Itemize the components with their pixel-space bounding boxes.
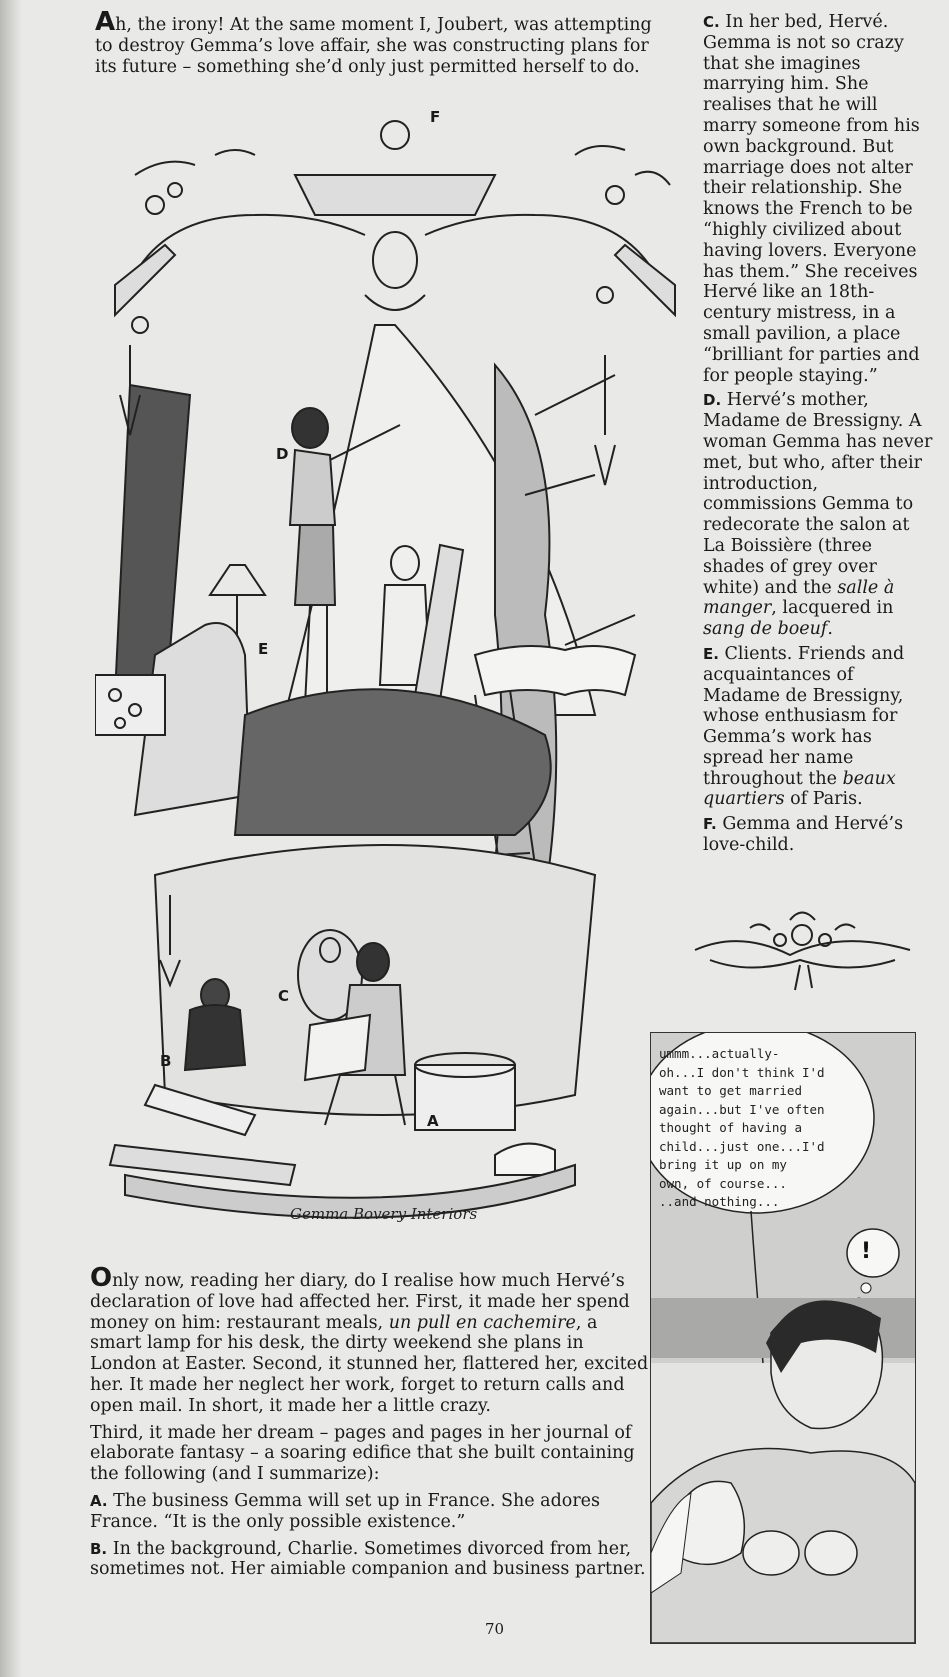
bottom-paragraph-2: Third, it made her dream – pages and pages in her journal of elaborate fantasy – a soaring edifice that she built containing the following (and I summarize): — [90, 1422, 635, 1485]
item-a-label: A. — [90, 1491, 108, 1510]
bubble-line: own, of course... — [659, 1175, 787, 1191]
fantasy-illustration — [95, 95, 695, 1245]
item-a — [90, 1491, 650, 1533]
item-e-label: E. — [703, 644, 719, 663]
bubble-line: ummm...actually- — [659, 1046, 780, 1061]
item-a-text: The business Gemma will set up in France. She adores France. “It is the only possible existence.” — [90, 1490, 601, 1532]
item-d-italic-1: salle à manger — [703, 577, 895, 619]
comic-panel — [650, 1032, 916, 1644]
page-gutter-shadow — [0, 0, 22, 1677]
bubble-line: thought of having a — [659, 1120, 802, 1135]
intro-dropcap: A — [95, 7, 116, 37]
item-e-italic: beaux quartiers — [703, 768, 896, 810]
item-f-text: Gemma and Hervé’s love-child. — [703, 814, 904, 856]
item-b-text: In the background, Charlie. Sometimes divorced from her, sometimes not. Her aimiable companion and business partner. — [90, 1538, 646, 1580]
item-f — [703, 814, 935, 856]
item-c-text: In her bed, Hervé. Gemma is not so crazy that she imagines marrying him. She realises that he will marry someone from his own background. But marriage does not alter their relationship. She knows the French to be “highly civilized about having lovers. Everyone has them.” She receives Hervé like an 18th-century mistress, in a small pavilion, a place “brilliant for parties and for people staying.” — [703, 12, 920, 386]
item-d-label: D. — [703, 391, 722, 410]
item-d-text: Hervé’s mother, Madame de Bressigny. A woman Gemma has never met, but who, after their introduction, commissions Gemma to redecorate the salon at La Boissière (three shades of grey over white) and the — [703, 390, 933, 598]
figure-label-f: F — [430, 108, 441, 126]
bubble-line: oh...I don't think I'd — [659, 1064, 825, 1080]
decorative-ornament — [690, 900, 915, 1000]
thought-exclamation: ! — [861, 1239, 872, 1264]
item-f-label: F. — [703, 815, 717, 834]
figure-label-d: D — [276, 445, 289, 463]
bubble-line: child...just one...I'd — [659, 1138, 825, 1154]
intro-text: h, the irony! At the same moment I, Joubert, was attempting to destroy Gemma’s love affair, she was constructing plans for its future – something she’d only just permitted herself to do. — [95, 15, 652, 77]
bottom-p1-a: nly now, reading her diary, do I realise how much Hervé’s declaration of love had affected her. First, it made her spend money on him: restaurant meals, — [90, 1271, 630, 1333]
bubble-line: want to get married — [659, 1083, 802, 1098]
item-e — [703, 644, 935, 810]
figure-label-b: B — [160, 1052, 172, 1070]
figure-caption: Gemma Bovery Interiors — [290, 1205, 478, 1223]
bubble-line: ..and nothing... — [659, 1194, 780, 1209]
item-b-label: B. — [90, 1539, 108, 1558]
speech-bubble-text — [659, 1045, 855, 1212]
item-e-text: Clients. Friends and acquaintances of Madame de Bressigny, whose enthusiasm for Gemma’s work has spread her name throughout the — [703, 643, 905, 789]
bottom-text — [90, 1263, 650, 1586]
item-e-text-2: of Paris. — [784, 789, 863, 810]
item-b — [90, 1539, 650, 1581]
bottom-dropcap: O — [90, 1263, 113, 1293]
right-column — [703, 12, 935, 860]
item-c-label: C. — [703, 13, 720, 31]
figure-label-e: E — [258, 640, 269, 658]
item-d-italic-2: sang de boeuf — [703, 619, 828, 640]
bottom-p1-b: , a smart lamp for his desk, the dirty weekend she plans in London at Easter. Second, it stunned her, flattered her, excited her. It made her neglect her work, forget to return calls and open mail. In short, it made her a little crazy. — [90, 1312, 649, 1416]
item-d-text-2: , lacquered in — [771, 598, 894, 619]
bubble-line: again...but I've often — [659, 1101, 825, 1117]
bottom-p1-italic: un pull en cachemire — [388, 1312, 576, 1333]
figure-label-c: C — [278, 987, 290, 1005]
bottom-paragraph-1 — [90, 1263, 650, 1417]
item-d — [703, 390, 935, 640]
intro-paragraph — [95, 7, 655, 77]
item-c — [703, 12, 935, 386]
item-d-text-3: . — [827, 619, 833, 640]
figure-label-a: A — [427, 1112, 439, 1130]
page-number: 70 — [485, 1620, 505, 1638]
bubble-line: bring it up on my — [659, 1157, 787, 1172]
